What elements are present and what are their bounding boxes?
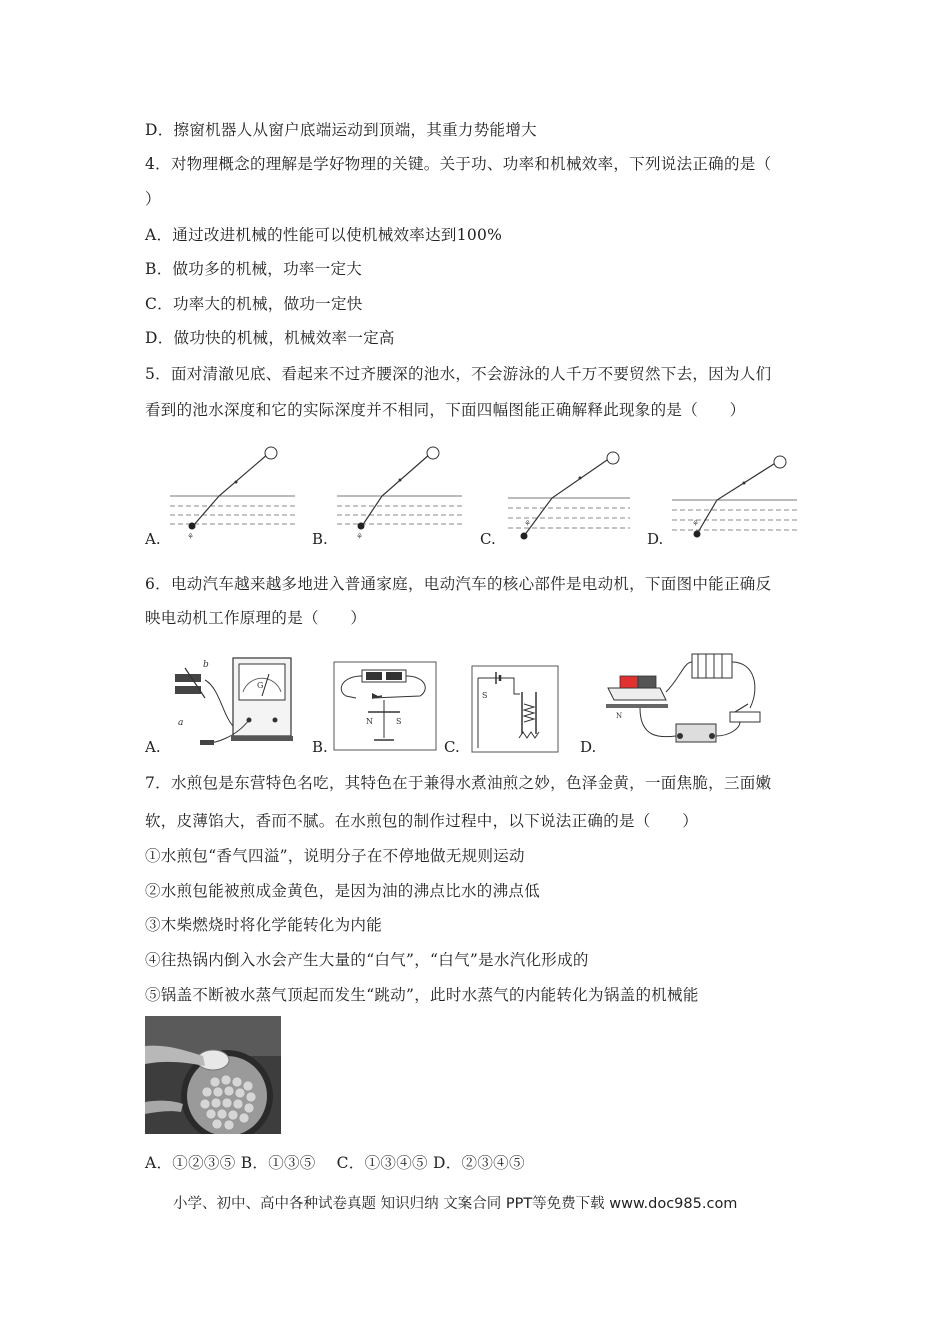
q7-photo <box>145 1016 281 1134</box>
q7-stem-line-2: 软，皮薄馅大，香而不腻。在水煎包的制作过程中，以下说法正确的是（ ） <box>145 812 699 830</box>
q6-a-letter-a: a <box>178 718 184 728</box>
q5-label-a: A. <box>145 530 161 548</box>
q6-figure-d <box>580 648 770 756</box>
q6-d-letter-n: N <box>616 712 623 720</box>
q5-figure-a <box>145 446 305 546</box>
q6-figure-c <box>444 664 560 756</box>
q5-label-b: B. <box>312 530 328 548</box>
q6-label-a: A. <box>145 738 161 756</box>
q3-option-d: D．擦窗机器人从窗户底端运动到顶端，其重力势能增大 <box>145 121 537 139</box>
q7-statement-5: ⑤锅盖不断被水蒸气顶起而发生“跳动”，此时水蒸气的内能转化为锅盖的机械能 <box>145 986 699 1004</box>
q4-stem-line-1: 4．对物理概念的理解是学好物理的关键。关于功、功率和机械效率，下列说法正确的是（ <box>145 155 772 173</box>
q6-stem-line-2: 映电动机工作原理的是（ ） <box>145 609 367 627</box>
q7-statement-3: ③木柴燃烧时将化学能转化为内能 <box>145 916 383 934</box>
q6-label-c: C. <box>444 738 460 756</box>
footer-download-banner: 小学、初中、高中各种试卷真题 知识归纳 文案合同 PPT等免费下载 www.doc985.com <box>173 1196 738 1212</box>
q7-stem-line-1: 7．水煎包是东营特色名吃，其特色在于兼得水煮油煎之妙，色泽金黄，一面焦脆，三面嫩 <box>145 774 772 792</box>
q4-option-a: A．通过改进机械的性能可以使机械效率达到100% <box>145 226 503 244</box>
q4-stem-line-2: ） <box>145 190 161 208</box>
q6-figure-b <box>312 660 437 756</box>
q6-b-letter-n: N <box>366 717 373 726</box>
svg-text:⚘: ⚘ <box>692 519 700 528</box>
svg-text:⚘: ⚘ <box>356 532 364 541</box>
q5-figure-b <box>312 446 472 546</box>
q4-option-c: C．功率大的机械，做功一定快 <box>145 295 363 313</box>
q5-stem-line-1: 5．面对清澈见底、看起来不过齐腰深的池水，不会游泳的人千万不要贸然下去，因为人们 <box>145 365 772 383</box>
q6-label-b: B. <box>312 738 328 756</box>
q7-statement-4: ④往热锅内倒入水会产生大量的“白气”，“白气”是水汽化形成的 <box>145 951 589 969</box>
q7-statement-1: ①水煎包“香气四溢”，说明分子在不停地做无规则运动 <box>145 847 525 865</box>
q7-answer-options: A．①②③⑤ B．①③⑤ C．①③④⑤ D．②③④⑤ <box>145 1154 525 1172</box>
q6-c-letter-s: S <box>482 691 488 700</box>
q6-a-letter-b: b <box>203 660 209 670</box>
svg-text:⚘: ⚘ <box>524 519 532 528</box>
svg-text:⚘: ⚘ <box>187 532 195 541</box>
q6-a-letter-g: G <box>257 681 264 690</box>
q5-stem-line-2: 看到的池水深度和它的实际深度并不相同，下面四幅图能正确解释此现象的是（ ） <box>145 401 746 419</box>
q4-option-b: B．做功多的机械，功率一定大 <box>145 260 363 278</box>
q7-statement-2: ②水煎包能被煎成金黄色，是因为油的沸点比水的沸点低 <box>145 882 541 900</box>
q6-figure-a <box>145 648 310 758</box>
q4-option-d: D．做功快的机械，机械效率一定高 <box>145 329 395 347</box>
q5-figure-c <box>480 446 640 546</box>
q6-b-letter-s: S <box>396 717 402 726</box>
q5-label-c: C. <box>480 530 496 548</box>
q6-label-d: D. <box>580 738 597 756</box>
q5-label-d: D. <box>647 530 664 548</box>
q6-stem-line-1: 6．电动汽车越来越多地进入普通家庭，电动汽车的核心部件是电动机，下面图中能正确反 <box>145 575 772 593</box>
q5-figure-d <box>647 446 807 546</box>
